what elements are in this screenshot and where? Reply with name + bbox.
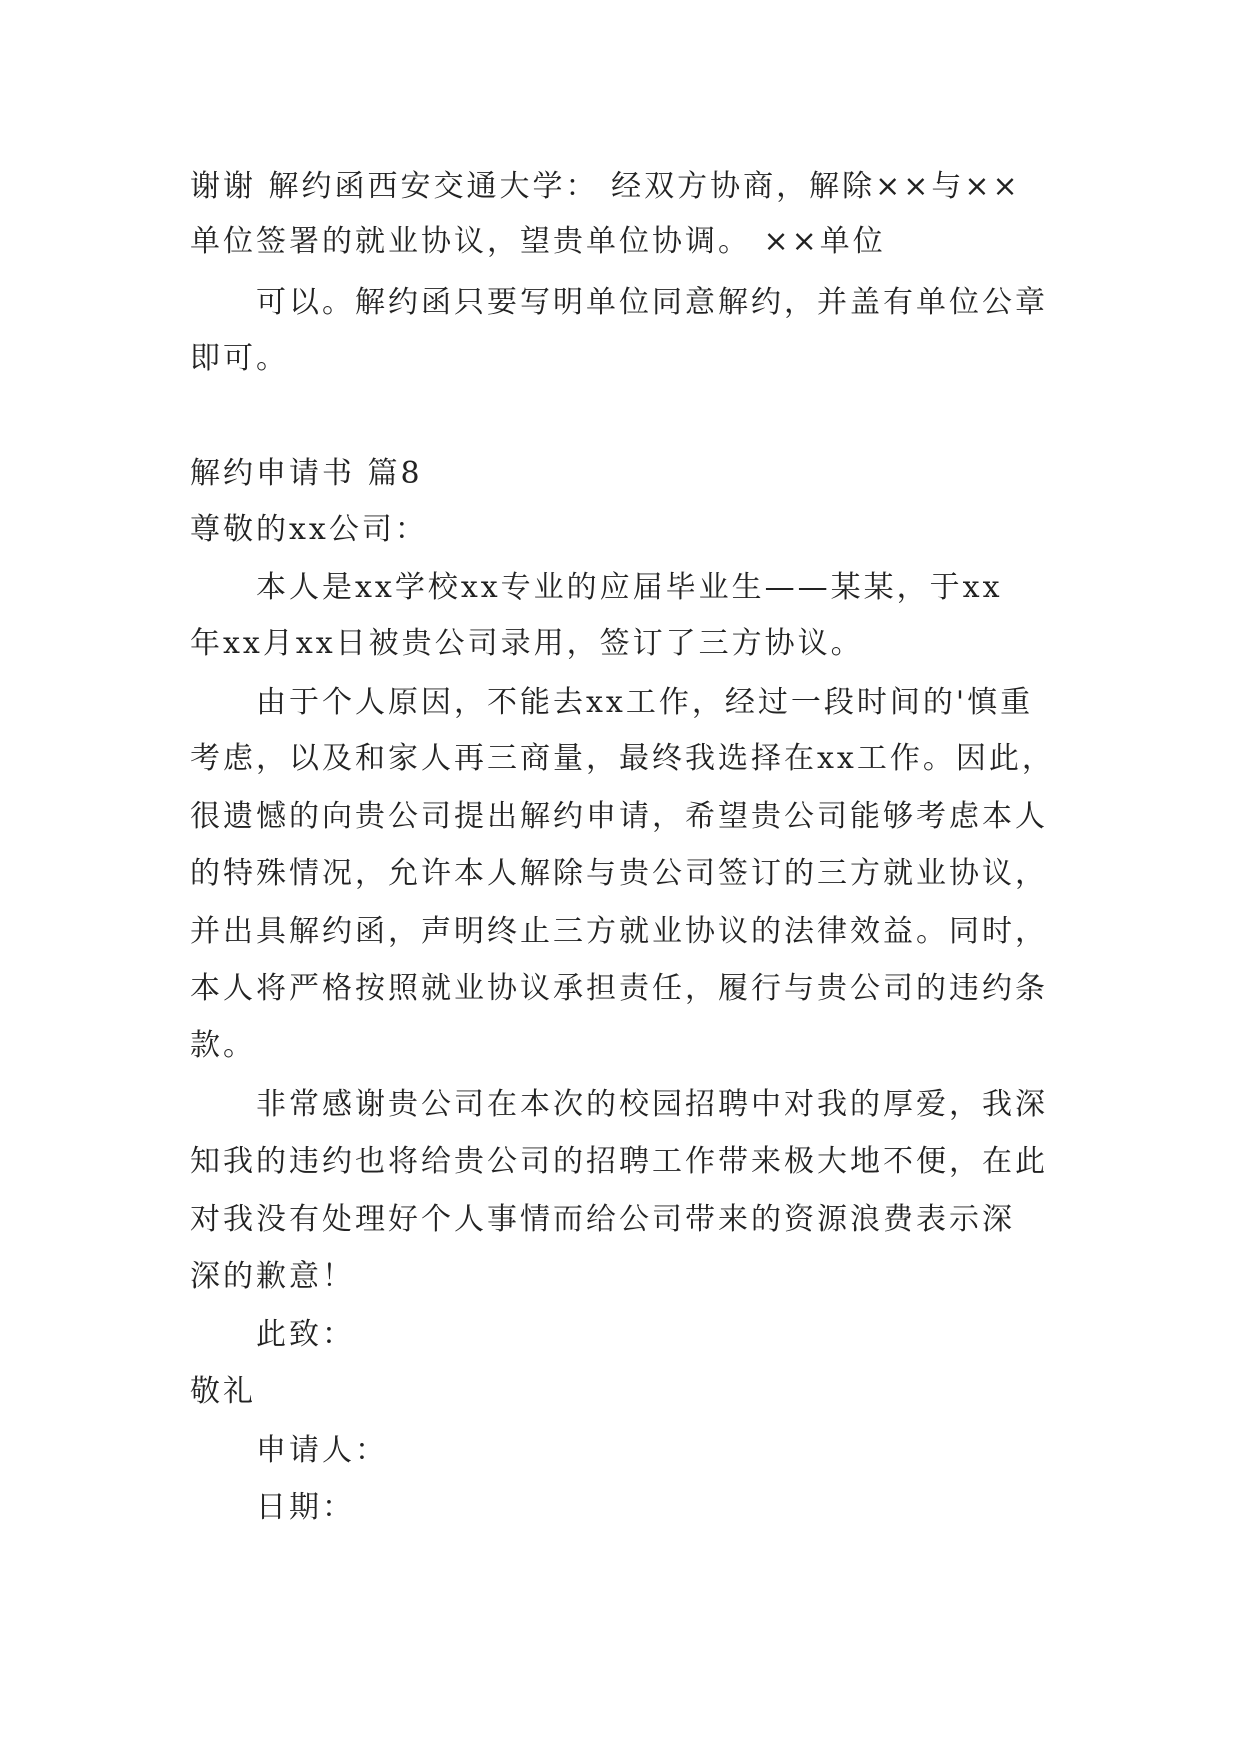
intro-line-2: 单位签署的就业协议，望贵单位协调。 ××单位 [190,224,886,259]
closing-line: 此致： [256,1317,355,1352]
para3-line-3: 对我没有处理好个人事情而给公司带来的资源浪费表示深 [190,1202,1015,1237]
para2-line-5: 并出具解约函，声明终止三方就业协议的法律效益。同时， [190,914,1048,949]
para3-line-1: 非常感谢贵公司在本次的校园招聘中对我的厚爱，我深 [256,1087,1048,1122]
para2-line-7: 款。 [190,1028,256,1063]
salutation: 尊敬的xx公司： [190,512,428,547]
regards-line: 敬礼 [190,1374,256,1409]
para2-line-4: 的特殊情况，允许本人解除与贵公司签订的三方就业协议， [190,856,1048,891]
para2-line-1: 由于个人原因，不能去xx工作，经过一段时间的'慎重 [256,685,1034,720]
para3-line-4: 深的歉意！ [190,1259,355,1294]
para1-line-1: 本人是xx学校xx专业的应届毕业生——某某，于xx [256,570,1003,605]
para3-line-2: 知我的违约也将给贵公司的招聘工作带来极大地不便，在此 [190,1144,1048,1179]
para1-line-2: 年xx月xx日被贵公司录用，签订了三方协议。 [190,626,864,661]
para2-line-3: 很遗憾的向贵公司提出解约申请，希望贵公司能够考虑本人 [190,799,1048,834]
para2-line-6: 本人将严格按照就业协议承担责任，履行与贵公司的违约条 [190,971,1048,1006]
section-heading: 解约申请书 篇8 [190,456,423,491]
intro-line-1: 谢谢 解约函西安交通大学： 经双方协商，解除××与×× [190,169,1021,204]
applicant-line: 申请人： [256,1433,388,1468]
intro-line-3: 可以。解约函只要写明单位同意解约，并盖有单位公章 [256,285,1048,320]
para2-line-2: 考虑，以及和家人再三商量，最终我选择在xx工作。因此， [190,741,1055,776]
intro-line-4: 即可。 [190,341,289,376]
date-line: 日期： [256,1490,355,1525]
